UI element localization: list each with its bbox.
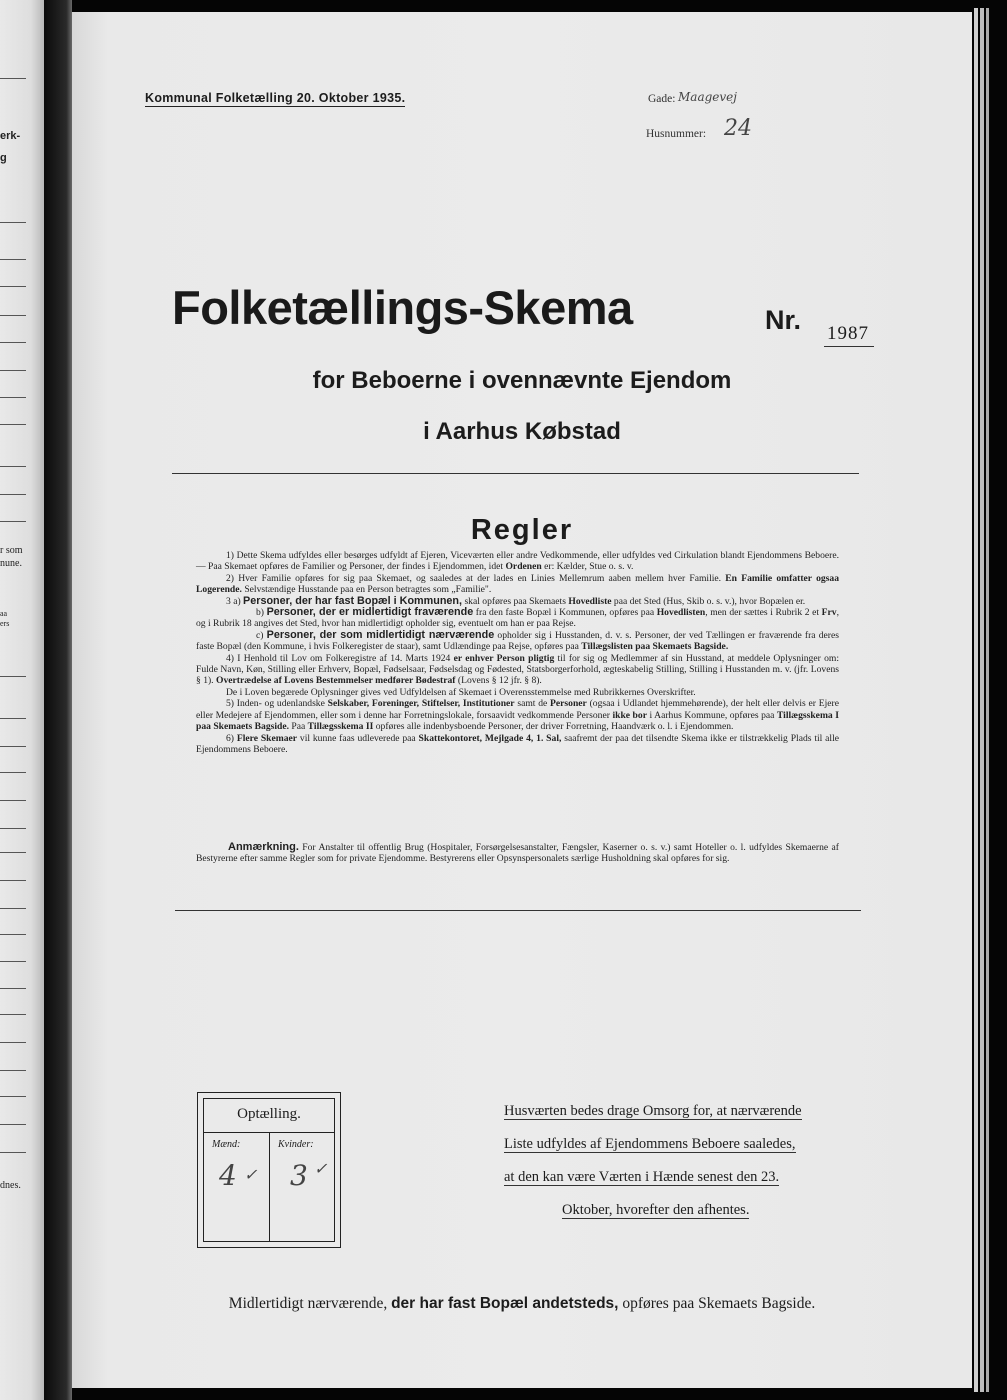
left-fragment: dnes.: [0, 1180, 21, 1191]
page-edge: [980, 8, 984, 1392]
rule-3b: b) Personer, der er midlertidigt fraværende fra den faste Bopæl i Kommunen, opføres paa Hovedlisten, men der sættes i Rubrik 2 et Frv, og i Rubrik 18 angives det Sted, hvor han midlertidigt opholder sig, eventuelt om han er paa Rejse.: [196, 606, 839, 630]
count-box-title: Optælling.: [237, 1106, 301, 1122]
census-header-title: Kommunal Folketælling 20. Oktober 1935.: [145, 91, 406, 105]
notice-line: Oktober, hvorefter den afhentes.: [562, 1202, 750, 1218]
landlord-notice: [492, 1095, 867, 1227]
form-number-label: Nr.: [765, 305, 802, 335]
form-subtitle: for Beboerne i ovennævnte Ejendom: [312, 367, 732, 394]
rule-1: 1) Dette Skema udfyldes eller besørges udfyldt af Ejeren, Viceværten eller andre Vedkommende, eller udfyldes ved Cirkulation blandt Ejendommens Beboere. — Paa Skemaet opføres de Familier og Personer, der findes i Ejendommen, idet Ordenen er: Kælder, Stue o. s. v.: [196, 550, 839, 573]
left-fragment: r som: [0, 545, 23, 556]
form-title: Folketællings-Skema: [172, 281, 633, 334]
street-value: Maagevej: [678, 90, 737, 104]
adjacent-page-strip: [0, 0, 44, 1400]
rule-3a: 3 a) Personer, der har fast Bopæl i Kommunen, skal opføres paa Skemaets Hovedliste paa det Sted (Hus, Skib o. s. v.), hvor Bopælen er.: [226, 594, 806, 607]
count-box: [197, 1092, 341, 1248]
notice-line: Liste udfyldes af Ejendommens Beboere saaledes,: [504, 1136, 796, 1152]
women-count: 3: [290, 1159, 308, 1192]
left-fragment: erk-: [0, 130, 21, 142]
men-count: 4: [219, 1159, 237, 1192]
rule-4: 4) I Henhold til Lov om Folkeregistre af 14. Marts 1924 er enhver Person pligtig til for sig og Medlemmer af sin Husstand, at meddele Oplysninger om: Fulde Navn, Køn, Stilling eller Erhverv, Bopæl, Fødselsaar, Fødselsdag og Fødested, Statsborgerforhold, ægteskabelig Stilling, Stilling i Husstanden m. v. (jfr. Lovens § 1). Overtrædelse af Lovens Bestemmelser medfører Bødestraf (Lovens § 12 jfr. § 8).: [196, 652, 839, 687]
page-edge: [986, 8, 989, 1392]
remark-text: Anmærkning. For Anstalter til offentlig Brug (Hospitaler, Forsørgelsesanstalter, Fængsler, Kaserner o. s. v.) samt Hoteller o. l. udfyldes Skemaerne af Bestyrerne efter samme Regler som for private Ejendomme. Bestyrerens eller Opsynspersonalets særlige Husholdning skal opføres for sig.: [196, 841, 839, 865]
notice-line: at den kan være Værten i Hænde senest den 23.: [504, 1169, 780, 1185]
divider: [172, 473, 859, 474]
rules-heading: Regler: [470, 514, 574, 546]
check-mark: ✓: [314, 1159, 328, 1178]
rule-4-note: De i Loven begærede Oplysninger gives ved Udfyldelsen af Skemaet i Overensstemmelse med Rubrikkernes Overskrifter.: [226, 686, 696, 698]
notice-line: Husværten bedes drage Omsorg for, at nærværende: [504, 1103, 802, 1119]
house-number-label: Husnummer:: [646, 128, 707, 140]
rule-6: 6) Flere Skemaer vil kunne faas udleverede paa Skattekontoret, Mejlgade 4, 1. Sal, saafremt der paa det tilsendte Skema ikke er tilstrækkelig Plads til alle Ejendommens Beboere.: [196, 732, 840, 755]
form-number-value: 1987: [827, 323, 869, 344]
form-number-underline: [824, 346, 874, 347]
check-mark: ✓: [244, 1165, 258, 1184]
form-subtitle-city: i Aarhus Købstad: [423, 418, 621, 445]
book-gutter: [44, 0, 72, 1400]
footer-note: Midlertidigt nærværende, der har fast Bopæl andetsteds, opføres paa Skemaets Bagside.: [228, 1295, 816, 1312]
remark-heading: Anmærkning.: [228, 841, 299, 853]
street-label: Gade:: [648, 93, 676, 105]
left-fragment: aa: [0, 609, 8, 618]
left-fragment: ers: [0, 619, 10, 628]
left-fragment: nune.: [0, 558, 22, 569]
women-label: Kvinder:: [278, 1139, 314, 1150]
house-number-value: 24: [724, 116, 752, 141]
rule-5: 5) Inden- og udenlandske Selskaber, Foreninger, Stiftelser, Institutioner samt de Personer (ogsaa i Udlandet hjemmehørende), der helt eller delvis er Ejere eller Medejere af Ejendommen, eller som i denne har Forretningslokale, forsaavidt vedkommende Personer ikke bor i Aarhus Kommune, opføres paa Tillægsskema I paa Skemaets Bagside. Paa Tillægsskema II opføres alle indenbysboende Personer, der driver Forretning, Haandværk o. l. i Ejendommen.: [196, 698, 839, 733]
men-label: Mænd:: [212, 1139, 241, 1150]
divider: [175, 910, 861, 911]
census-form-page: [72, 12, 972, 1388]
rule-2: 2) Hver Familie opføres for sig paa Skemaet, og saaledes at der lades en Linies Mellemrum aaben mellem hver Familie. En Familie omfatter ogsaa Logerende. Selvstændige Husstande paa en Person betragtes som „Familie".: [196, 572, 839, 596]
left-fragment: g: [0, 152, 7, 164]
rules-text: [196, 550, 839, 755]
page-edge: [974, 8, 978, 1392]
rule-3c: c) Personer, der som midlertidigt nærværende opholder sig i Husstanden, d. v. s. Personer, der ved Tællingen er fraværende fra deres faste Bopæl (den Kommune, i hvis Folkeregister de staar), samt Udlændinge paa Rejse, opføres paa Tillægslisten paa Skemaets Bagside.: [196, 628, 839, 653]
